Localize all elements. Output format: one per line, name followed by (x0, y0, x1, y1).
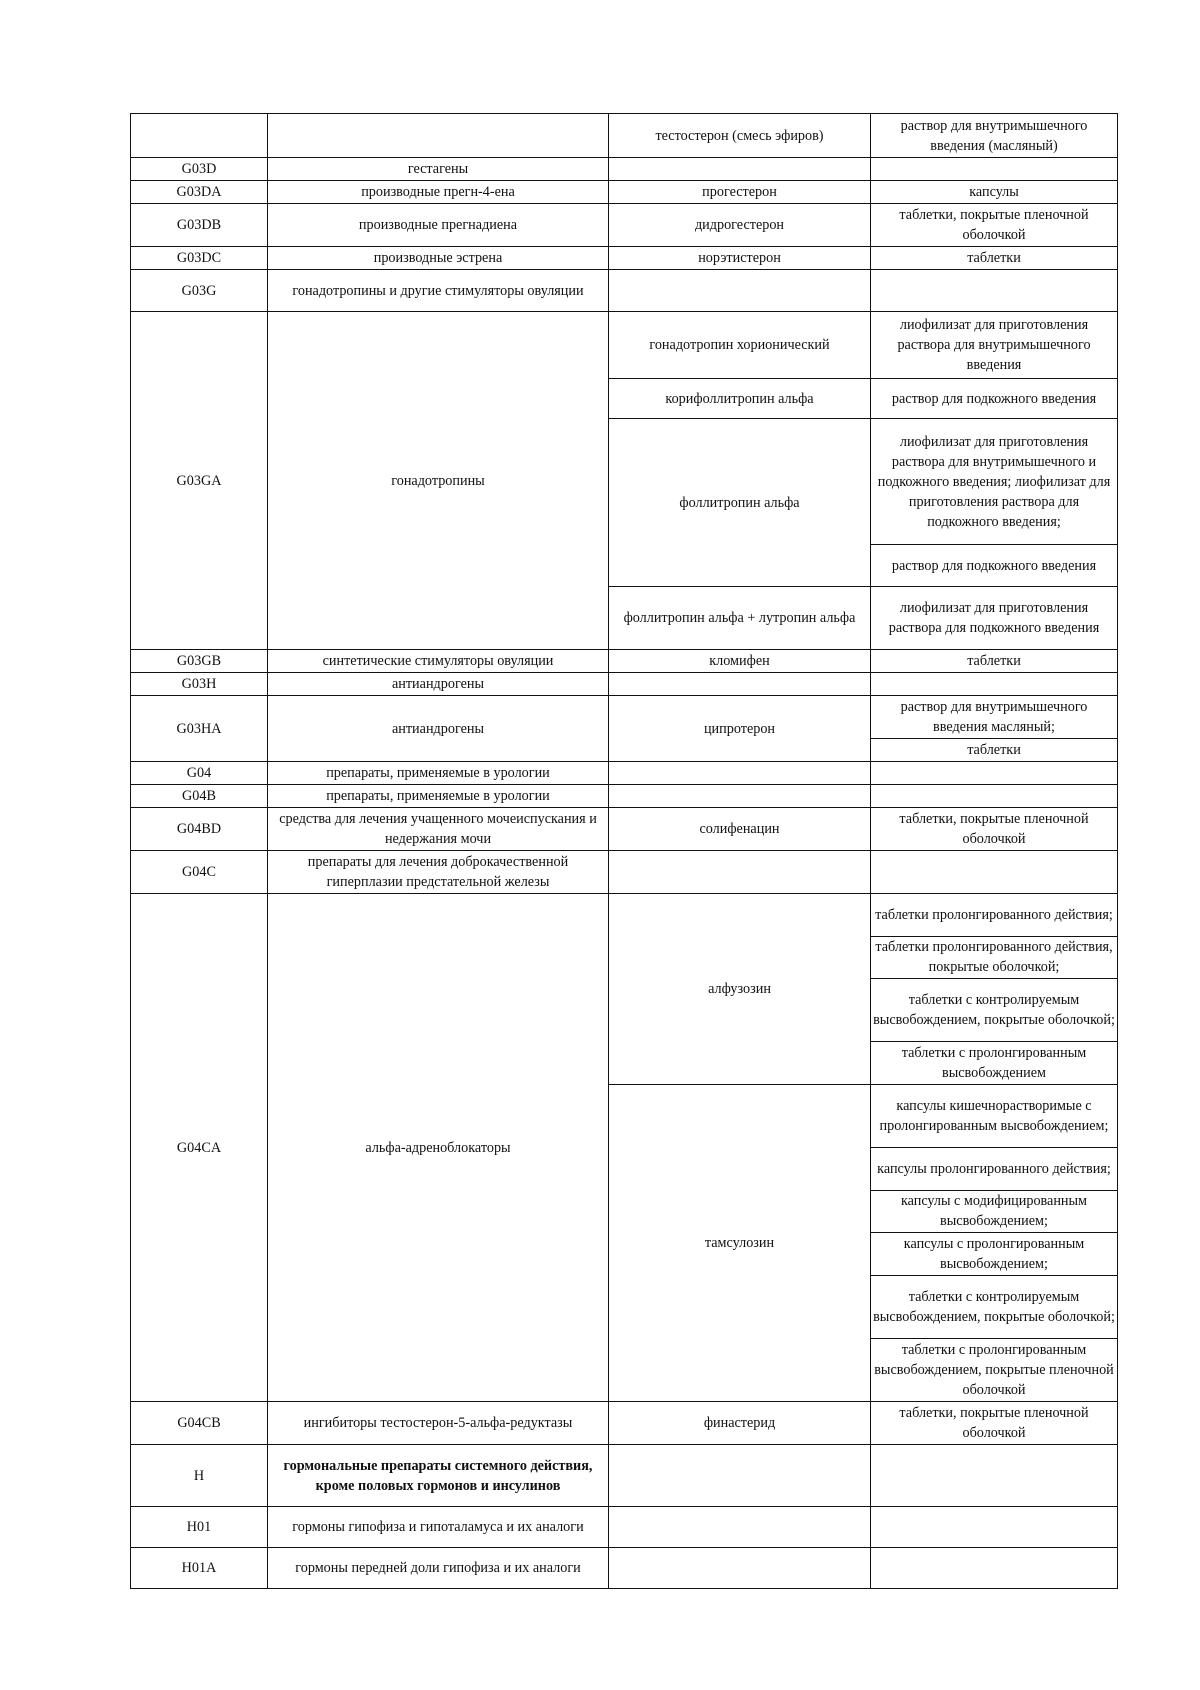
drug-cell: дидрогестерон (609, 204, 871, 247)
drug-cell (609, 673, 871, 696)
table-row (131, 204, 1118, 247)
form-cell: капсулы (871, 181, 1118, 204)
drug-cell: тамсулозин (609, 1085, 871, 1402)
table-row (131, 894, 1118, 1085)
form-cell (871, 785, 1118, 808)
drug-cell: финастерид (609, 1402, 871, 1445)
drug-cell: солифенацин (609, 808, 871, 851)
form-cell: раствор для подкожного введения (871, 379, 1118, 419)
form-cell (871, 762, 1118, 785)
form-cell: раствор для внутримышечного введения масляный; (871, 696, 1118, 739)
form-item: таблетки с пролонгированным высвобождением, покрытые пленочной оболочкой (871, 1338, 1117, 1401)
form-item: таблетки с контролируемым высвобождением, покрытые оболочкой; (871, 978, 1117, 1041)
form-cell: таблетки, покрытые пленочной оболочкой (871, 808, 1118, 851)
atc-code-cell: G03DA (131, 181, 268, 204)
atc-code-cell: G03GA (131, 312, 268, 650)
group-cell (268, 114, 609, 158)
table-row (131, 673, 1118, 696)
table-row (131, 650, 1118, 673)
atc-code-cell: G03DC (131, 247, 268, 270)
group-cell: препараты, применяемые в урологии (268, 785, 609, 808)
atc-code-cell: G04BD (131, 808, 268, 851)
form-cell: таблетки (871, 739, 1118, 762)
form-cell: лиофилизат для приготовления раствора для подкожного введения (871, 587, 1118, 650)
form-cell (871, 1445, 1118, 1507)
group-cell: средства для лечения учащенного мочеиспускания и недержания мочи (268, 808, 609, 851)
atc-code-cell: G03D (131, 158, 268, 181)
form-cell: лиофилизат для приготовления раствора для внутримышечного и подкожного введения; лиофилизат для приготовления раствора для подкожного введения; (871, 419, 1118, 545)
form-item: капсулы пролонгированного действия; (871, 1147, 1117, 1189)
drug-cell: норэтистерон (609, 247, 871, 270)
atc-code-cell: G04CA (131, 894, 268, 1402)
form-cell: таблетки (871, 247, 1118, 270)
table-row (131, 1507, 1118, 1548)
form-item: капсулы кишечнорастворимые с пролонгированным высвобождением; (879, 1098, 1109, 1135)
table-row (131, 696, 1118, 739)
atc-code-cell: G03G (131, 270, 268, 312)
drug-cell (609, 1445, 871, 1507)
atc-code-cell: H01A (131, 1548, 268, 1589)
group-cell: производные прегнадиена (268, 204, 609, 247)
group-cell: препараты, применяемые в урологии (268, 762, 609, 785)
table-row (131, 1445, 1118, 1507)
table-row (131, 247, 1118, 270)
group-cell: препараты для лечения доброкачественной гиперплазии предстательной железы (268, 851, 609, 894)
atc-drug-table (130, 113, 1118, 1589)
drug-cell: фоллитропин альфа (609, 419, 871, 587)
form-item: капсулы с модифицированным высвобождением; (871, 1190, 1117, 1232)
form-cell: таблетки (871, 650, 1118, 673)
atc-code-cell: H01 (131, 1507, 268, 1548)
table-row (131, 270, 1118, 312)
group-cell: ингибиторы тестостерон-5-альфа-редуктазы (268, 1402, 609, 1445)
form-cell: таблетки, покрытые пленочной оболочкой (871, 1402, 1118, 1445)
form-cell (871, 1085, 1118, 1402)
table-row (131, 762, 1118, 785)
group-cell: альфа-адреноблокаторы (268, 894, 609, 1402)
form-item: таблетки пролонгированного действия; (875, 906, 1113, 923)
group-cell: производные прегн-4-ена (268, 181, 609, 204)
group-cell: гонадотропины и другие стимуляторы овуляции (268, 270, 609, 312)
atc-code-cell: G04B (131, 785, 268, 808)
atc-code-cell: G04CB (131, 1402, 268, 1445)
drug-cell (609, 851, 871, 894)
form-cell (871, 270, 1118, 312)
drug-cell: гонадотропин хорионический (609, 312, 871, 379)
drug-cell: прогестерон (609, 181, 871, 204)
drug-cell (609, 158, 871, 181)
form-item: таблетки пролонгированного действия, покрытые оболочкой; (871, 936, 1117, 979)
atc-code-cell: G03HA (131, 696, 268, 762)
atc-code-cell: G03DB (131, 204, 268, 247)
form-cell (871, 1548, 1118, 1589)
atc-code-cell: H (131, 1445, 268, 1507)
drug-cell (609, 762, 871, 785)
drug-cell: тестостерон (смесь эфиров) (609, 114, 871, 158)
form-cell: раствор для подкожного введения (871, 545, 1118, 587)
table-row (131, 851, 1118, 894)
group-cell: гормональные препараты системного действия, кроме половых гормонов и инсулинов (268, 1445, 609, 1507)
table-row (131, 808, 1118, 851)
form-cell (871, 851, 1118, 894)
group-cell: производные эстрена (268, 247, 609, 270)
drug-cell: корифоллитропин альфа (609, 379, 871, 419)
drug-cell (609, 1507, 871, 1548)
table-row (131, 114, 1118, 158)
table-row (131, 1548, 1118, 1589)
drug-cell (609, 785, 871, 808)
drug-cell: ципротерон (609, 696, 871, 762)
form-cell (871, 1507, 1118, 1548)
drug-cell: кломифен (609, 650, 871, 673)
form-cell: раствор для внутримышечного введения (масляный) (871, 114, 1118, 158)
drug-cell (609, 270, 871, 312)
atc-code-cell: G03GB (131, 650, 268, 673)
table-row (131, 1402, 1118, 1445)
form-cell (871, 158, 1118, 181)
group-cell: гормоны передней доли гипофиза и их аналоги (268, 1548, 609, 1589)
atc-code-cell: G04 (131, 762, 268, 785)
drug-cell: фоллитропин альфа + лутропин альфа (609, 587, 871, 650)
group-cell: синтетические стимуляторы овуляции (268, 650, 609, 673)
atc-code-cell: G03H (131, 673, 268, 696)
form-cell: таблетки, покрытые пленочной оболочкой (871, 204, 1118, 247)
drug-cell (609, 1548, 871, 1589)
atc-code-cell: G04C (131, 851, 268, 894)
group-cell: антиандрогены (268, 696, 609, 762)
form-item: таблетки с пролонгированным высвобождением (871, 1041, 1117, 1084)
group-cell: гормоны гипофиза и гипоталамуса и их аналоги (268, 1507, 609, 1548)
table-row (131, 181, 1118, 204)
form-item: капсулы с пролонгированным высвобождением; (871, 1232, 1117, 1274)
form-cell (871, 894, 1118, 1085)
table-row (131, 312, 1118, 379)
atc-code-cell (131, 114, 268, 158)
drug-cell: алфузозин (609, 894, 871, 1085)
form-cell (871, 673, 1118, 696)
table-row (131, 158, 1118, 181)
group-cell: антиандрогены (268, 673, 609, 696)
form-cell: лиофилизат для приготовления раствора для внутримышечного введения (871, 312, 1118, 379)
group-cell: гестагены (268, 158, 609, 181)
table-row (131, 785, 1118, 808)
group-cell: гонадотропины (268, 312, 609, 650)
form-item: таблетки с контролируемым высвобождением, покрытые оболочкой; (871, 1275, 1117, 1338)
